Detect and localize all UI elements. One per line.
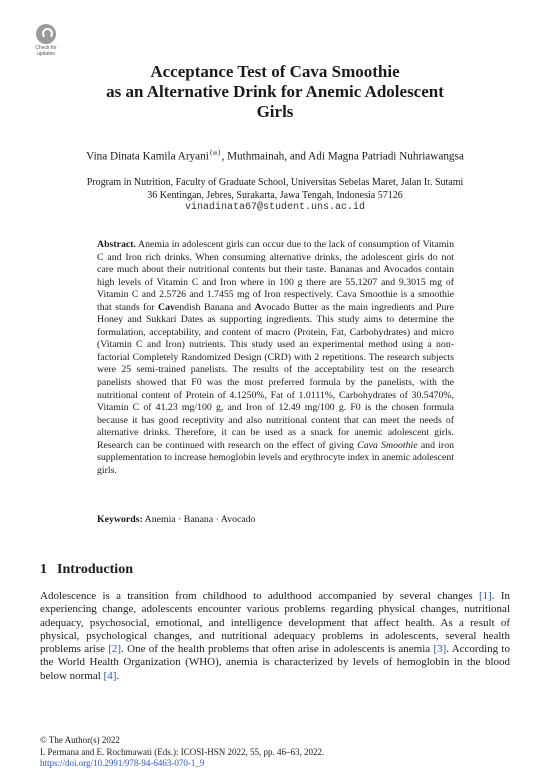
badge-line-2: updates [37,50,55,57]
citation-link-2[interactable]: [2] [108,643,122,656]
section-title: Introduction [57,562,133,577]
citation-link-4[interactable]: [4] [103,669,117,682]
intro-text-3: . One of the health problems that often arise in adolescents is anemia [121,643,434,656]
title-line-1: Acceptance Test of Cava Smoothie [150,62,400,81]
keywords-label: Keywords: [97,514,143,525]
abstract-text-4: and iron supplementation to increase hemoglobin levels and erythrocyte index in anemic adolescent girls. [97,439,454,476]
author-email[interactable]: vinadinata67@student.uns.ac.id [184,202,366,213]
check-for-updates-badge[interactable] [34,24,58,60]
affiliation [40,176,510,202]
abstract-italic: Cava Smoothie [357,439,418,451]
keywords [97,514,454,526]
abstract-bold-a: A [254,301,262,313]
title-line-3: Girls [256,102,294,121]
affiliation-line-1: Program in Nutrition, Faculty of Graduate School, Universitas Sebelas Maret, Jalan Ir. Sutami [86,177,464,188]
copyright: © The Author(s) 2022 [40,735,120,745]
title-line-2: as an Alternative Drink for Anemic Adolescent [106,82,444,101]
abstract-label: Abstract. [97,239,136,250]
badge-line-1: Check for [35,45,57,51]
section-heading [40,562,133,578]
affiliation-line-2: 36 Kentingan, Jebres, Surakarta, Jawa Tengah, Indonesia 57126 [147,190,403,201]
paper-title [80,62,470,122]
abstract-text-3: vocado Butter as the main ingredients and Pure Honey and Sukkari Dates as supporting ingredients. This study aims to determine the formulation, acceptability, and content of macro (Protein, Fat, Carbohydrates) and micro (Vitamin C and Iron) nutrients. This study used an experimental method using a non-factorial Completely Randomized Design (CRD) with 2 repetitions. The research subjects were 25 semi-trained panelists. The results of the acceptability test on the research panelists showed that F0 was the most preferred formula by the panelists, with the nutritional content of Protein of 4.1250%, Fat of 1.0111%, Carbohydrates of 30.5470%, Vitamin C of 41.23 mg/100 g, and Iron of 12.49 mg/100 g. F0 is the chosen formula because it has good receptivity and also nutritional content that can meet the needs of alternative drinks. Therefore, it can be used as a snack for anemic adolescent girls. Research can be continued with research on the effect of giving [97,301,454,451]
abstract-bold-cav: Cav [158,301,175,313]
footer [40,735,324,770]
citation-info: I. Permana and E. Rochmawati (Eds.): ICOSI-HSN 2022, 55, pp. 46–63, 2022. [40,746,325,757]
intro-text-4: . According to the World Health Organization (WHO), anemia is characterized by levels of hemoglobin in the blood below normal [40,643,510,682]
check-updates-icon [36,24,56,44]
doi-link[interactable]: https://doi.org/10.2991/978-94-6463-070-1_9 [40,758,205,768]
introduction-paragraph [40,590,510,683]
section-number: 1 [40,562,47,577]
first-author: Vina Dinata Kamila Aryani [86,150,209,163]
intro-text-5: . [116,669,120,682]
citation-link-1[interactable]: [1] [478,590,492,602]
corresponding-author-envelope-icon[interactable]: (✉) [208,149,222,157]
author-list [40,146,510,164]
citation-link-3[interactable]: [3] [433,643,447,656]
other-authors: , Muthmainah, and Adi Magna Patriadi Nuhriawangsa [221,150,464,163]
abstract-text-1: Anemia in adolescent girls can occur due to the lack of consumption of Vitamin C and Iron rich drinks. When consuming alternative drinks, the adolescent girls do not care much about their nutritional contents but their taste. Bananas and Avocados contain high levels of Vitamin C and Iron where in 100 g there are 55.1207 and 9.3015 mg of Vitamin C and 2.5726 and 1.7455 mg of Iron respectively. Cava Smoothie is a smoothie that stands for [97,239,454,313]
intro-text-1: Adolescence is a transition from childhood to adulthood accompanied by several changes [40,590,479,602]
abstract-text-2: endish Banana and [174,301,255,313]
intro-text-2: . In experiencing change, adolescents encounter various problems regarding physical changes, nutritional adequacy, psychosocial, emotional, and intelligence development that affect health. As a result of physical, psychological changes, and nutritional adequacy problems in adolescents, several health problems arise [40,590,510,656]
abstract [97,239,454,477]
keywords-text: Anemia · Banana · Avocado [142,514,256,525]
